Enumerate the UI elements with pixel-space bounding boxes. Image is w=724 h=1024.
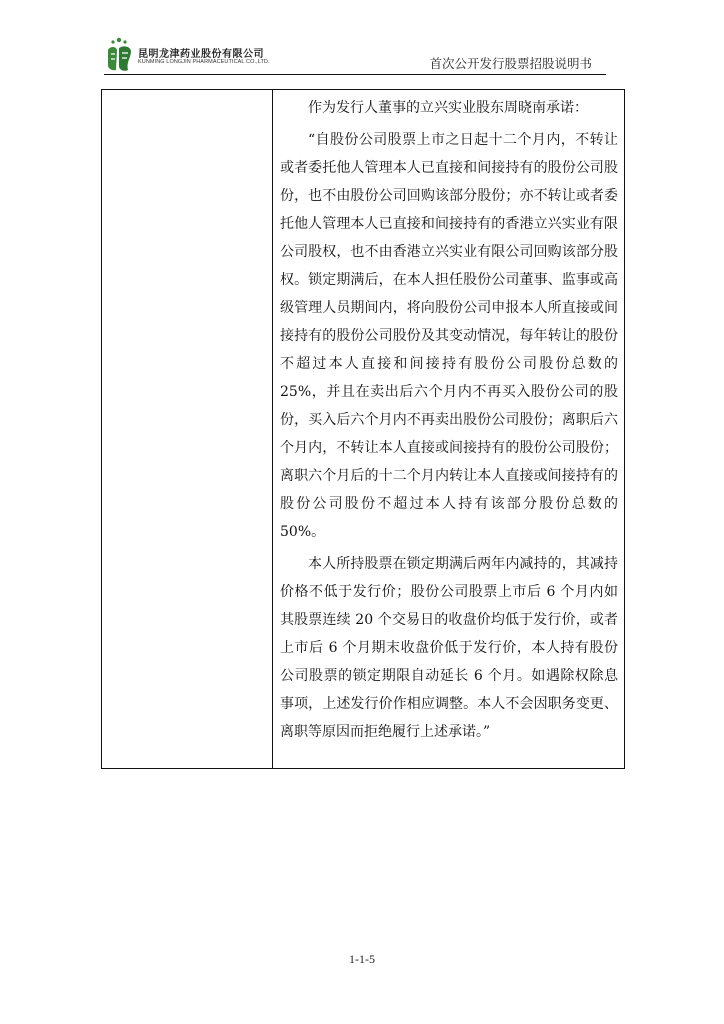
document-title: 首次公开发行股票招股说明书 <box>429 56 592 71</box>
company-name-en: KUNMING LONGJIN PHARMACEUTICAL CO.,LTD. <box>138 59 270 65</box>
page-number: 1-1-5 <box>349 952 375 966</box>
paragraph: “自股份公司股票上市之日起十二个月内，不转让或者委托他人管理本人已直接和间接持有的股份公司股份，也不由股份公司回购该部分股份；亦不转让或者委托他人管理本人已直接和间接持有的香港立兴实业有限公司股权，也不由香港立兴实业有限公司回购该部分股权。锁定期满后，在本人担任股份公司董事、监事或高级管理人员期间内，将向股份公司申报本人所直接或间接持有的股份公司股份及其变动情况，每年转让的股份不超过本人直接和间接持有股份公司股份总数的 25%，并且在卖出后六个月内不再买入股份公司的股份，买入后六个月内不再卖出股份公司股份；离职后六个月内，不转让本人直接或间接持有的股份公司股份；离职六个月后的十二个月内转让本人直接或间接持有的股份公司股份不超过本人持有该部分股份总数的 50%。 <box>280 132 618 540</box>
header-rule <box>104 74 606 75</box>
company-name-cn: 昆明龙津药业股份有限公司 <box>138 49 264 60</box>
paragraph: 本人所持股票在锁定期满后两年内减持的，其减持价格不低于发行价；股份公司股票上市后 6 个月内如其股票连续 20 个交易日的收盘价均低于发行价，或者上市后 6 个月期末收盘价低于发行价，本人持有股份公司股票的锁定期限自动延长 6 个月。如遇除权除息事项，上述发行价作相应调整。本人不会因职务变更、离职等原因而拒绝履行上述承诺。” <box>280 556 618 740</box>
page-header <box>104 34 606 78</box>
table-column-divider <box>272 89 273 769</box>
longjin-logo-icon <box>104 36 134 74</box>
commitment-text <box>280 94 618 750</box>
paragraph: 作为发行人董事的立兴实业股东周晓南承诺： <box>308 100 588 116</box>
